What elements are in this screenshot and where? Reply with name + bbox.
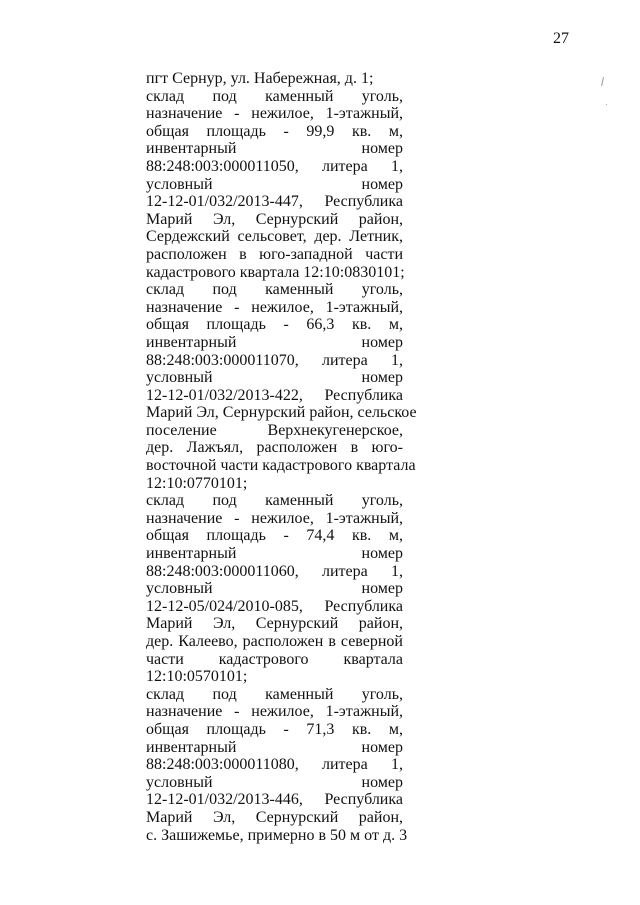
- text-line: общая площадь - 66,3 кв. м,: [146, 316, 403, 334]
- text-line: склад под каменный уголь,: [146, 281, 403, 299]
- text-line: 88:248:003:000011050, литера 1,: [146, 157, 403, 175]
- text-line: склад под каменный уголь,: [146, 685, 403, 703]
- text-line: Марий Эл, Сернурский район,: [146, 210, 403, 228]
- text-line: инвентарный номер: [146, 333, 403, 351]
- text-line: 88:248:003:000011060, литера 1,: [146, 562, 403, 580]
- text-line: поселение Верхнекугенерское,: [146, 421, 403, 439]
- text-line: склад под каменный уголь,: [146, 492, 403, 510]
- text-line: с. Зашижемье, примерно в 50 м от д. 3: [146, 826, 408, 844]
- text-line: условный номер: [146, 773, 403, 791]
- text-line: 12:10:0570101;: [146, 668, 248, 686]
- text-line: общая площадь - 71,3 кв. м,: [146, 720, 403, 738]
- text-line: кадастрового квартала 12:10:0830101;: [146, 263, 405, 281]
- text-line: назначение - нежилое, 1-этажный,: [146, 509, 403, 527]
- text-line: общая площадь - 99,9 кв. м,: [146, 122, 403, 140]
- text-line: Марий Эл, Сернурский район,: [146, 615, 403, 633]
- margin-pencil-mark: [601, 77, 604, 86]
- page-number: 27: [553, 30, 569, 47]
- text-line: дер. Калеево, расположен в северной: [146, 633, 403, 650]
- text-line: Сердежский сельсовет, дер. Летник,: [146, 228, 403, 246]
- text-line: дер. Лажъял, расположен в юго-: [146, 439, 403, 457]
- text-line: восточной части кадастрового квартала: [146, 457, 416, 475]
- text-line: склад под каменный уголь,: [146, 87, 403, 105]
- text-line: расположен в юго-западной части: [146, 245, 403, 263]
- text-line: условный номер: [146, 175, 403, 193]
- text-line: 12-12-05/024/2010-085, Республика: [146, 597, 403, 615]
- text-line: 12-12-01/032/2013-446, Республика: [146, 791, 403, 809]
- document-body-text: [146, 70, 417, 844]
- text-line: 12-12-01/032/2013-447, Республика: [146, 193, 403, 211]
- text-line: 12:10:0770101;: [146, 474, 248, 492]
- text-line: назначение - нежилое, 1-этажный,: [146, 298, 403, 316]
- text-line: инвентарный номер: [146, 738, 403, 756]
- text-line: пгт Сернур, ул. Набережная, д. 1;: [146, 70, 374, 87]
- text-line: 12-12-01/032/2013-422, Республика: [146, 386, 403, 404]
- margin-dot: [606, 104, 607, 105]
- text-line: 88:248:003:000011080, литера 1,: [146, 756, 403, 774]
- text-line: назначение - нежилое, 1-этажный,: [146, 703, 403, 721]
- text-line: условный номер: [146, 369, 403, 387]
- text-line: Марий Эл, Сернурский район, сельское: [146, 404, 417, 422]
- text-line: 88:248:003:000011070, литера 1,: [146, 351, 403, 369]
- text-line: инвентарный номер: [146, 140, 403, 158]
- text-line: Марий Эл, Сернурский район,: [146, 808, 403, 826]
- text-line: назначение - нежилое, 1-этажный,: [146, 105, 403, 123]
- text-line: части кадастрового квартала: [146, 650, 403, 668]
- text-line: инвентарный номер: [146, 545, 403, 563]
- text-line: общая площадь - 74,4 кв. м,: [146, 527, 403, 545]
- text-line: условный номер: [146, 580, 403, 598]
